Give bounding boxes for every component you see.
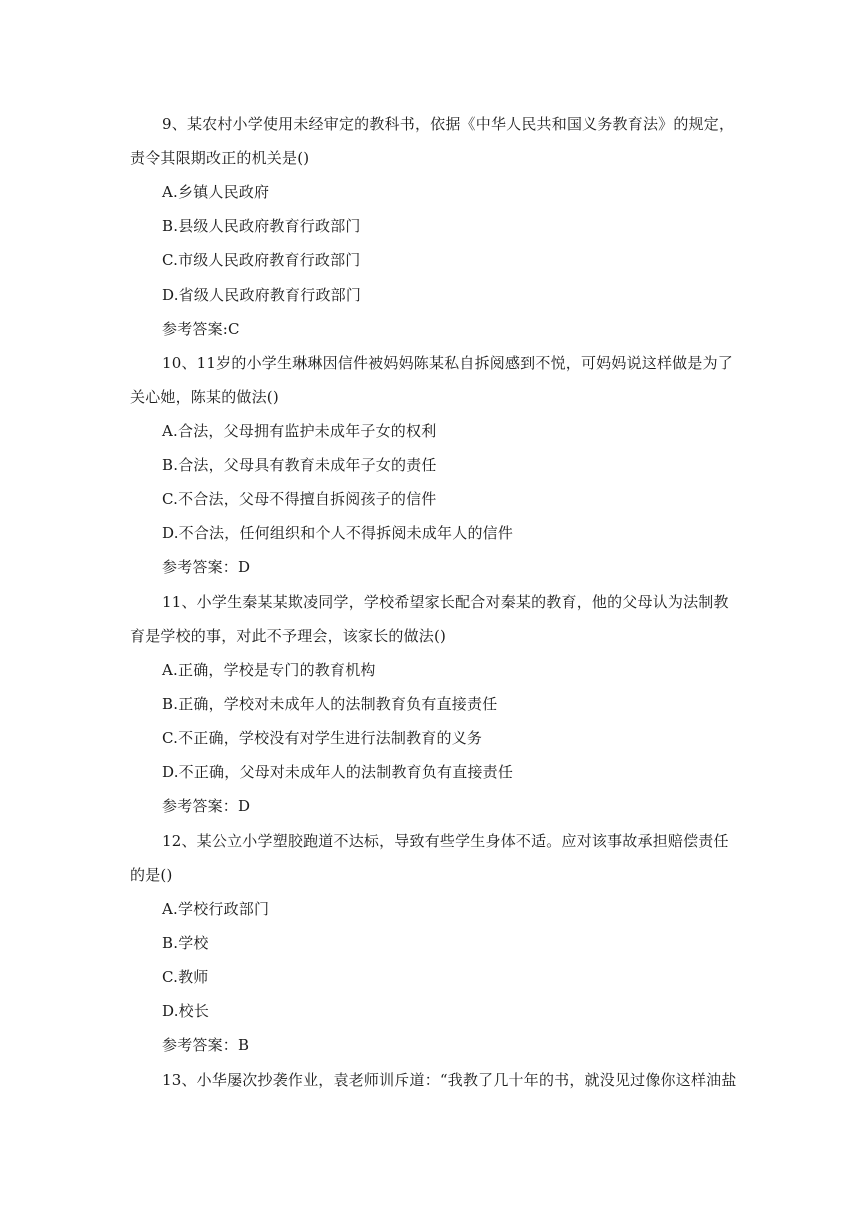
question-10-stem-line1: 10、11岁的小学生琳琳因信件被妈妈陈某私自拆阅感到不悦，可妈妈说这样做是为了: [162, 354, 733, 372]
question-9-option-c: C.市级人民政府教育行政部门: [162, 251, 361, 269]
question-10-option-c: C.不合法，父母不得擅自拆阅孩子的信件: [162, 490, 437, 508]
question-12-stem-line1: 12、某公立小学塑胶跑道不达标，导致有些学生身体不适。应对该事故承担赔偿责任: [162, 832, 729, 850]
question-11-option-c: C.不正确，学校没有对学生进行法制教育的义务: [162, 729, 483, 747]
question-9-option-a: A.乡镇人民政府: [162, 183, 270, 201]
question-11-option-a: A.正确，学校是专门的教育机构: [162, 661, 376, 679]
question-11-option-d: D.不正确，父母对未成年人的法制教育负有直接责任: [162, 763, 514, 781]
question-11-option-b: B.正确，学校对未成年人的法制教育负有直接责任: [162, 695, 498, 713]
question-11-stem-line1: 11、小学生秦某某欺凌同学，学校希望家长配合对秦某的教育，他的父母认为法制教: [162, 593, 729, 611]
question-10-stem-line2: 关心她，陈某的做法(): [130, 388, 279, 406]
question-10-option-a: A.合法，父母拥有监护未成年子女的权利: [162, 422, 437, 440]
question-9-stem-line2: 责令其限期改正的机关是(): [130, 149, 310, 167]
question-9-option-b: B.县级人民政府教育行政部门: [162, 217, 361, 235]
question-10-option-b: B.合法，父母具有教育未成年子女的责任: [162, 456, 437, 474]
question-10-option-d: D.不合法，任何组织和个人不得拆阅未成年人的信件: [162, 524, 514, 542]
question-12-option-a: A.学校行政部门: [162, 900, 270, 918]
question-11-stem-line2: 育是学校的事，对此不予理会，该家长的做法(): [130, 627, 447, 645]
question-9-answer: 参考答案:C: [162, 320, 240, 338]
question-12-option-b: B.学校: [162, 934, 209, 952]
question-10-answer: 参考答案：D: [162, 558, 251, 576]
question-9-stem-line1: 9、某农村小学使用未经审定的教科书，依据《中华人民共和国义务教育法》的规定，: [162, 115, 735, 133]
question-11-answer: 参考答案：D: [162, 797, 251, 815]
question-9-option-d: D.省级人民政府教育行政部门: [162, 286, 362, 304]
question-12-option-c: C.教师: [162, 968, 209, 986]
question-13-stem-line1: 13、小华屡次抄袭作业，袁老师训斥道：“我教了几十年的书，就没见过像你这样油盐: [162, 1071, 737, 1089]
question-12-option-d: D.校长: [162, 1002, 210, 1020]
question-12-answer: 参考答案：B: [162, 1036, 250, 1054]
question-12-stem-line2: 的是(): [130, 866, 173, 884]
